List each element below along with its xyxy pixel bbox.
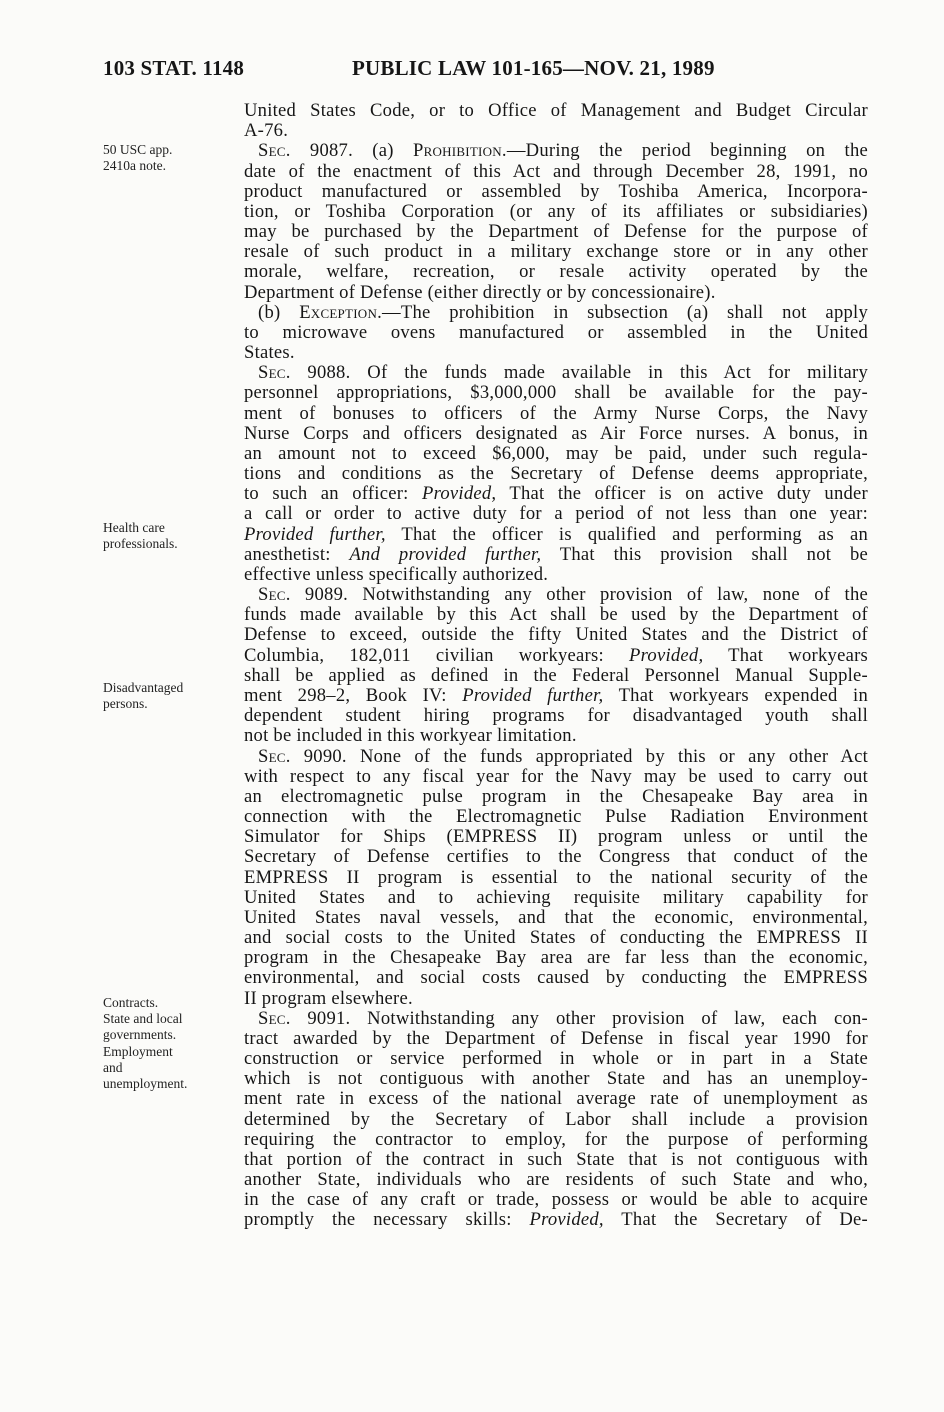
text-run: date of the enactment of this Act and through December 28, 1991, no: [244, 160, 868, 182]
text-run: determined by the Secretary of Labor shall include a provision: [244, 1108, 868, 1130]
text-run: another State, individuals who are residents of such State and who,: [244, 1169, 868, 1191]
italic-run: Provided further,: [462, 684, 604, 706]
margin-note-line: 50 USC app.: [103, 142, 173, 157]
text-run: and social costs to the United States of conducting the EMPRESS II: [244, 927, 868, 949]
text-line: [244, 303, 868, 323]
text-line: [244, 202, 868, 222]
running-header-title: PUBLIC LAW 101-165—NOV. 21, 1989: [352, 56, 715, 80]
text-line: [244, 283, 868, 303]
text-run: may be purchased by the Department of Defense for the purpose of: [244, 221, 868, 243]
text-run: dependent student hiring programs for disadvantaged youth shall: [244, 705, 868, 727]
text-line: [244, 646, 868, 666]
text-run: United States naval vessels, and that the economic, environmental,: [244, 906, 868, 928]
text-line: [244, 222, 868, 242]
text-line: [244, 464, 868, 484]
text-run: That the Secretary of De-: [603, 1209, 868, 1231]
margin-note-line: Employment: [103, 1043, 173, 1059]
text-line: [244, 625, 868, 645]
text-run: 9088. Of the funds made available in this Act for military: [290, 362, 868, 384]
text-line: [244, 787, 868, 807]
text-line: [244, 1150, 868, 1170]
text-line: [244, 242, 868, 262]
text-run: A-76.: [244, 120, 289, 142]
text-run: That workyears expended in: [603, 684, 869, 706]
text-run: ment of bonuses to officers of the Army Nurse Corps, the Navy: [244, 402, 868, 424]
text-line: [244, 888, 868, 908]
margin-note-line: governments.: [103, 1027, 177, 1043]
text-run: Columbia, 182,011 civilian workyears:: [244, 644, 629, 666]
text-line: [244, 525, 868, 545]
text-run: environmental, and social costs caused by conducting the EMPRESS: [244, 967, 868, 989]
text-line: [244, 847, 868, 867]
text-run: with respect to any fiscal year for the Navy may be used to carry out: [244, 765, 868, 787]
text-line: [244, 545, 868, 565]
text-run: (b): [258, 301, 300, 323]
small-caps-run: Sec.: [258, 362, 291, 384]
text-run: an electromagnetic pulse program in the Chesapeake Bay area in: [244, 785, 868, 807]
page-stat-number: 103 STAT. 1148: [103, 56, 245, 80]
text-run: United States and to achieving requisite military capability for: [244, 886, 868, 908]
text-run: .—The prohibition in subsection (a) shall not apply: [377, 301, 868, 323]
text-run: that portion of the contract in such State that is not contiguous with: [244, 1148, 868, 1170]
text-line: [244, 363, 868, 383]
text-line: [244, 1009, 868, 1029]
text-line: [244, 1069, 868, 1089]
text-run: in the case of any craft or trade, possess or would be able to acquire: [244, 1189, 868, 1211]
text-line: [244, 404, 868, 424]
margin-note: [103, 520, 178, 552]
text-run: funds made available by this Act shall be used by the Department of: [244, 604, 868, 626]
text-line: [244, 504, 868, 524]
italic-run: And provided further,: [349, 543, 542, 565]
margin-note-line: unemployment.: [103, 1076, 188, 1092]
text-run: 9091. Notwithstanding any other provision of law, each con-: [290, 1007, 868, 1029]
text-run: .—During the period beginning on the: [501, 140, 868, 162]
text-run: ment 298–2, Book IV:: [244, 684, 463, 706]
text-run: an amount not to exceed $6,000, may be paid, under such regula-: [244, 442, 868, 464]
text-line: [244, 1029, 868, 1049]
text-run: requiring the contractor to employ, for the purpose of performing: [244, 1128, 868, 1150]
small-caps-run: Sec.: [258, 140, 291, 162]
small-caps-run: Exception: [299, 301, 378, 323]
text-line: [244, 686, 868, 706]
margin-note: [103, 995, 187, 1092]
text-line: [244, 767, 868, 787]
text-run: That this provision shall not be: [541, 543, 868, 565]
margin-note-line: Health care: [103, 520, 165, 535]
text-line: [244, 827, 868, 847]
text-run: shall be applied as defined in the Federal Personnel Manual Supple-: [244, 664, 868, 686]
text-run: connection with the Electromagnetic Pulse Radiation Environment: [244, 806, 868, 828]
text-run: United States Code, or to Office of Management and Budget Circular: [244, 100, 868, 121]
text-line: [244, 1089, 868, 1109]
text-run: morale, welfare, recreation, or resale activity operated by the: [244, 261, 868, 283]
margin-note-line: Disadvantaged: [103, 680, 184, 695]
italic-run: Provided,: [421, 483, 497, 505]
text-line: [244, 605, 868, 625]
text-run: II program elsewhere.: [244, 987, 413, 1009]
margin-note-line: persons.: [103, 696, 148, 712]
small-caps-run: Prohibition: [413, 140, 502, 162]
text-run: 9089. Notwithstanding any other provision of law, none of the: [290, 584, 868, 606]
text-line: [244, 565, 868, 585]
text-run: a call or order to active duty for a period of not less than one year:: [244, 503, 868, 525]
text-line: [244, 182, 868, 202]
text-run: program in the Chesapeake Bay area are far less than the economic,: [244, 947, 868, 969]
text-run: 9090. None of the funds appropriated by this or any other Act: [290, 745, 868, 767]
text-run: Secretary of Defense certifies to the Congress that conduct of the: [244, 846, 868, 868]
margin-note-line: 2410a note.: [103, 158, 166, 174]
margin-note: [103, 142, 172, 174]
text-line: [244, 162, 868, 182]
text-line: [244, 121, 868, 141]
small-caps-run: Sec.: [258, 1007, 291, 1029]
italic-run: Provided,: [529, 1209, 604, 1231]
small-caps-run: Sec.: [258, 584, 291, 606]
text-line: [244, 585, 868, 605]
text-line: [244, 101, 868, 121]
text-run: Department of Defense (either directly or by concessionaire).: [244, 281, 716, 303]
text-run: effective unless specifically authorized.: [244, 563, 549, 585]
text-line: [244, 1190, 868, 1210]
text-run: tions and conditions as the Secretary of Defense deems appropriate,: [244, 463, 868, 485]
text-line: [244, 706, 868, 726]
text-line: [244, 989, 868, 1009]
text-line: [244, 948, 868, 968]
text-line: [244, 1130, 868, 1150]
text-line: [244, 141, 868, 161]
margin-note-line: State and local: [103, 1011, 183, 1027]
text-run: construction or service performed in whole or in part in a State: [244, 1048, 868, 1070]
text-line: [244, 968, 868, 988]
text-line: [244, 928, 868, 948]
text-line: [244, 1170, 868, 1190]
text-run: promptly the necessary skills:: [244, 1209, 530, 1231]
text-line: [244, 1049, 868, 1069]
margin-note-line: and: [103, 1059, 123, 1075]
margin-note-line: professionals.: [103, 536, 178, 552]
text-line: [244, 666, 868, 686]
text-run: resale of such product in a military exchange store or in any other: [244, 241, 868, 263]
text-run: That workyears: [703, 644, 868, 666]
italic-run: Provided further,: [244, 523, 386, 545]
text-run: anesthetist:: [244, 543, 350, 565]
text-line: [244, 868, 868, 888]
margin-note: [103, 680, 183, 712]
italic-run: Provided,: [629, 644, 704, 666]
text-line: [244, 444, 868, 464]
text-line: [244, 323, 868, 343]
text-run: States.: [244, 342, 295, 364]
text-run: Defense to exceed, outside the fifty United States and the District of: [244, 624, 868, 646]
text-line: [244, 1110, 868, 1130]
small-caps-run: Sec.: [258, 745, 291, 767]
text-line: [244, 383, 868, 403]
text-run: ment rate in excess of the national average rate of unemployment as: [244, 1088, 868, 1110]
text-run: EMPRESS II program is essential to the national security of the: [244, 866, 868, 888]
text-line: [244, 343, 868, 363]
text-line: [244, 747, 868, 767]
text-run: Simulator for Ships (EMPRESS II) program unless or until the: [244, 826, 868, 848]
text-line: [244, 807, 868, 827]
body-text: [244, 101, 868, 1231]
text-line: [244, 262, 868, 282]
margin-note-line: Contracts.: [103, 995, 159, 1010]
text-run: That the officer is on active duty under: [496, 483, 868, 505]
text-line: [244, 726, 868, 746]
text-run: product manufactured or assembled by Toshiba America, Incorpora-: [244, 180, 868, 202]
text-line: [244, 424, 868, 444]
text-run: which is not contiguous with another State and has an unemploy-: [244, 1068, 868, 1090]
text-run: tion, or Toshiba Corporation (or any of its affiliates or subsidiaries): [244, 200, 868, 222]
text-line: [244, 908, 868, 928]
text-run: to microwave ovens manufactured or assembled in the United: [244, 321, 868, 343]
text-run: tract awarded by the Department of Defense in fiscal year 1990 for: [244, 1027, 868, 1049]
text-run: Nurse Corps and officers designated as Air Force nurses. A bonus, in: [244, 422, 868, 444]
text-run: to such an officer:: [244, 483, 422, 505]
text-run: personnel appropriations, $3,000,000 shall be available for the pay-: [244, 382, 868, 404]
text-line: [244, 1210, 868, 1230]
text-run: 9087. (a): [290, 140, 413, 162]
text-run: not be included in this workyear limitation.: [244, 725, 577, 747]
text-run: That the officer is qualified and performing as an: [385, 523, 868, 545]
text-line: [244, 484, 868, 504]
